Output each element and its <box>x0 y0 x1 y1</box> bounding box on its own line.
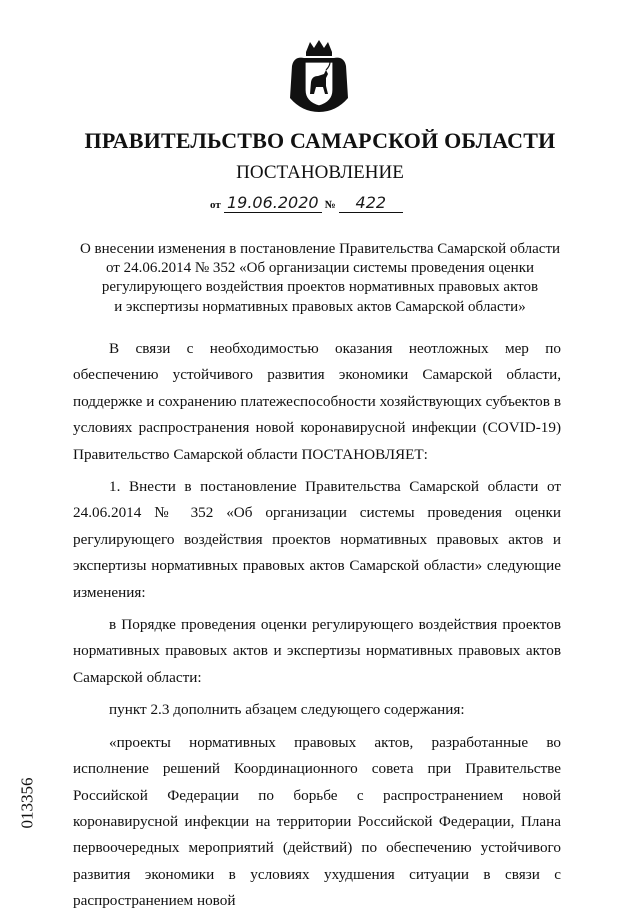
subject-line: от 24.06.2014 № 352 «Об организации системы проведения оценки <box>105 260 535 277</box>
samara-coat-of-arms-icon <box>286 38 352 114</box>
document-subject <box>70 240 570 317</box>
subject-line: и экспертизы нормативных правовых актов Самарской области» <box>114 298 526 315</box>
document-body <box>73 336 561 921</box>
paragraph-preamble: В связи с необходимостью оказания неотложных мер по обеспечению устойчивого развития экономики Самарской области, поддержке и сохранению платежеспособности хозяйствующих субъектов в условиях распространения новой коронавирусной инфекции (COVID-19) Правительство Самарской области ПОСТАНОВЛЯЕТ: <box>73 340 561 463</box>
date-label: от <box>210 199 221 211</box>
number-label: № <box>324 199 336 211</box>
subject-line: О внесении изменения в постановление Правительства Самарской области <box>79 241 561 257</box>
subject-line: регулирующего воздействия проектов нормативных правовых актов <box>101 279 539 296</box>
handwritten-number: 422 <box>339 193 403 213</box>
margin-stamp <box>17 762 51 842</box>
document-type: ПОСТАНОВЛЕНИЕ <box>236 162 404 183</box>
paragraph-item-1: 1. Внести в постановление Правительства Самарской области от 24.06.2014 № 352 «Об организации системы проведения оценки регулирующего воздействия проектов нормативных правовых актов и экспертизы нормативных правовых актов Самарской области» следующие изменения: <box>73 478 561 601</box>
date-number-line <box>210 193 403 213</box>
paragraph-clause: пункт 2.3 дополнить абзацем следующего содержания: <box>109 701 465 719</box>
organization-title: ПРАВИТЕЛЬСТВО САМАРСКОЙ ОБЛАСТИ <box>84 128 556 153</box>
paragraph-quoted-text: «проекты нормативных правовых актов, разработанные во исполнение решений Координационного совета при Правительстве Российской Федерации по борьбе с распространением новой коронавирусной инфекции на территории Российской Федерации, Плана первоочередных мероприятий (действий) по обеспечению устойчивого развития экономики в условиях ухудшения ситуации в связи с распространением новой <box>73 733 561 910</box>
paragraph-procedure: в Порядке проведения оценки регулирующего воздействия проектов нормативных правовых актов и экспертизы нормативных правовых актов Самарской области: <box>73 616 561 686</box>
handwritten-date: 19.06.2020 <box>224 193 322 213</box>
margin-stamp-number: 013356 <box>17 777 37 829</box>
